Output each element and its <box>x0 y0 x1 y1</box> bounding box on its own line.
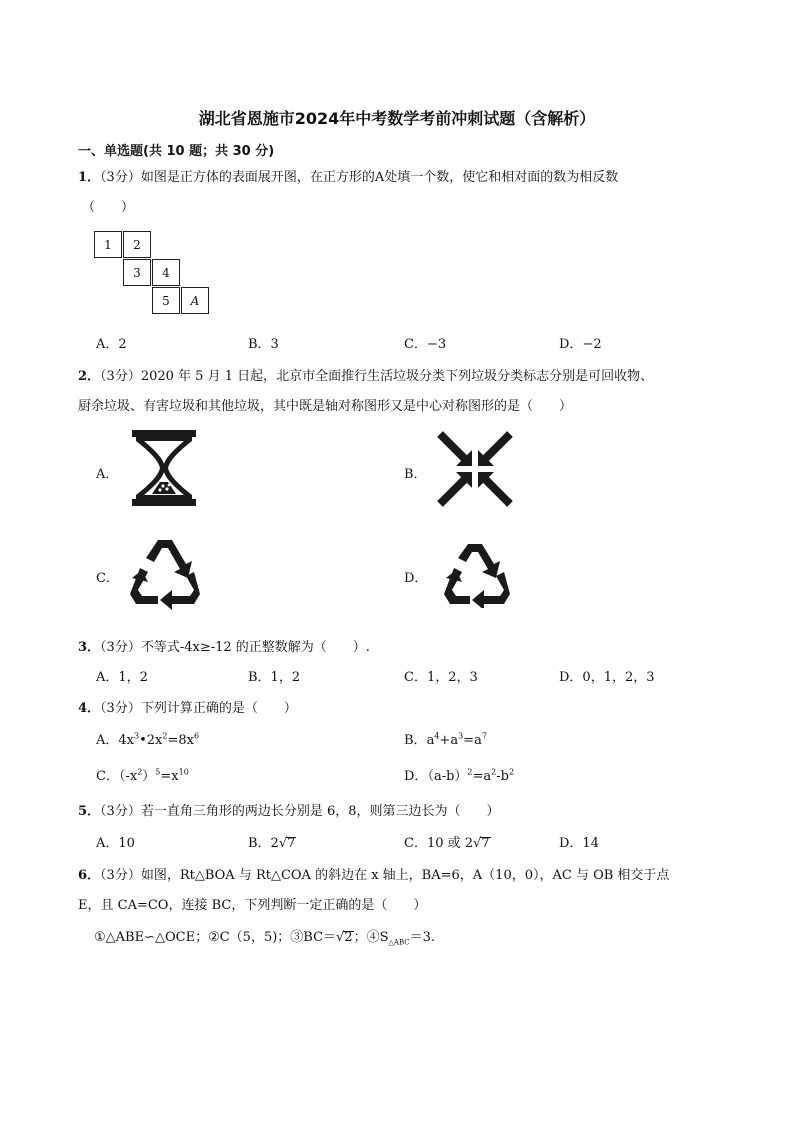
option-a: A．$4x^3•2x^2=8x^6$ <box>96 731 200 748</box>
option-d: D． <box>404 571 428 586</box>
question-4-stem <box>78 697 297 716</box>
question-text: 下列计算正确的是（ ） <box>140 701 297 716</box>
question-text: 2020 年 5 月 1 日起，北京市全面推行生活垃圾分类下列垃圾分类标志分别是可回收物、 <box>140 369 654 384</box>
question-1-stem <box>78 166 618 185</box>
option-a: A． <box>96 467 119 482</box>
option-d: D．−2 <box>559 337 602 352</box>
net-cell: A <box>181 287 209 314</box>
net-cell: 4 <box>152 259 180 286</box>
question-text: 如图，Rt△BOA 与 Rt△COA 的斜边在 x 轴上，BA=6，A（10，0），AC 与 OB 相交于点 <box>140 868 670 883</box>
option-b: B．2√7 <box>248 836 296 851</box>
question-score: （3分） <box>100 170 141 185</box>
question-text: 若一直角三角形的两边长分别是 6，8，则第三边长为（ ） <box>140 804 500 819</box>
page-title: 湖北省恩施市2024年中考数学考前冲刺试题（含解析） <box>198 109 596 128</box>
question-score: （3分） <box>100 701 141 716</box>
net-cell: 3 <box>123 259 151 286</box>
option-a: A．1，2 <box>96 670 148 685</box>
recycle-symbol-c-icon <box>128 534 202 610</box>
option-c: C．10 或 2√7 <box>404 836 490 851</box>
option-b: B．$a^4+a^3=a^7$ <box>404 731 487 748</box>
question-3-stem <box>78 636 370 655</box>
cube-net-figure <box>94 231 214 321</box>
option-a: A．2 <box>96 337 127 352</box>
recycle-symbol-d-icon <box>440 540 514 608</box>
question-number: 3． <box>78 640 101 655</box>
question-text: 如图是正方体的表面展开图，在正方形的A处填一个数，使它和相对面的数为相反数 <box>140 170 619 185</box>
answer-paren: （ ） <box>82 200 135 215</box>
sqrt-icon: √ <box>473 836 482 851</box>
question-score: （3分） <box>100 804 141 819</box>
question-6-stem <box>78 864 669 883</box>
question-5-stem <box>78 800 500 819</box>
option-c: C．−3 <box>404 337 447 352</box>
option-c: C． <box>96 571 119 586</box>
question-score: （3分） <box>100 868 141 883</box>
question-text: 不等式-4x≥-12 的正整数解为（ ）. <box>140 640 370 655</box>
option-c: C．1，2，3 <box>404 670 478 685</box>
option-b: B．3 <box>248 337 279 352</box>
net-cell: 1 <box>94 231 122 258</box>
question-score: （3分） <box>100 640 141 655</box>
option-a: A．10 <box>96 836 135 851</box>
question-number: 5． <box>78 804 101 819</box>
option-c: C．$(-x^2)^5=x^{10}$ <box>96 767 189 784</box>
inward-arrows-icon <box>436 430 514 508</box>
question-2-line2: 厨余垃圾、有害垃圾和其他垃圾，其中既是轴对称图形又是中心对称图形的是（ ） <box>78 399 573 414</box>
net-cell: 5 <box>152 287 180 314</box>
question-number: 4． <box>78 701 101 716</box>
option-d: D．0，1，2，3 <box>559 670 655 685</box>
option-d: D．14 <box>559 836 599 851</box>
hourglass-symbol-icon <box>130 428 198 508</box>
option-b: B． <box>404 467 427 482</box>
question-number: 6． <box>78 868 101 883</box>
question-6-line2: E，且 CA=CO，连接 BC，下列判断一定正确的是（ ） <box>78 898 427 913</box>
section-heading: 一、单选题(共 10 题；共 30 分) <box>78 144 275 159</box>
question-2-stem <box>78 365 653 384</box>
question-number: 2． <box>78 369 101 384</box>
sqrt-icon: √ <box>336 930 345 945</box>
question-score: （3分） <box>100 369 141 384</box>
question-number: 1． <box>78 170 101 185</box>
net-cell: 2 <box>123 231 151 258</box>
option-d: D．$(a-b)^2=a^2-b^2$ <box>404 767 515 784</box>
question-6-statements: ①△ABE∽△OCE；②C（5，5)；③BC＝√2；$④S_{\triangle ABC}=3$. <box>94 930 435 947</box>
option-b: B．1，2 <box>248 670 301 685</box>
sqrt-icon: √ <box>278 836 288 851</box>
